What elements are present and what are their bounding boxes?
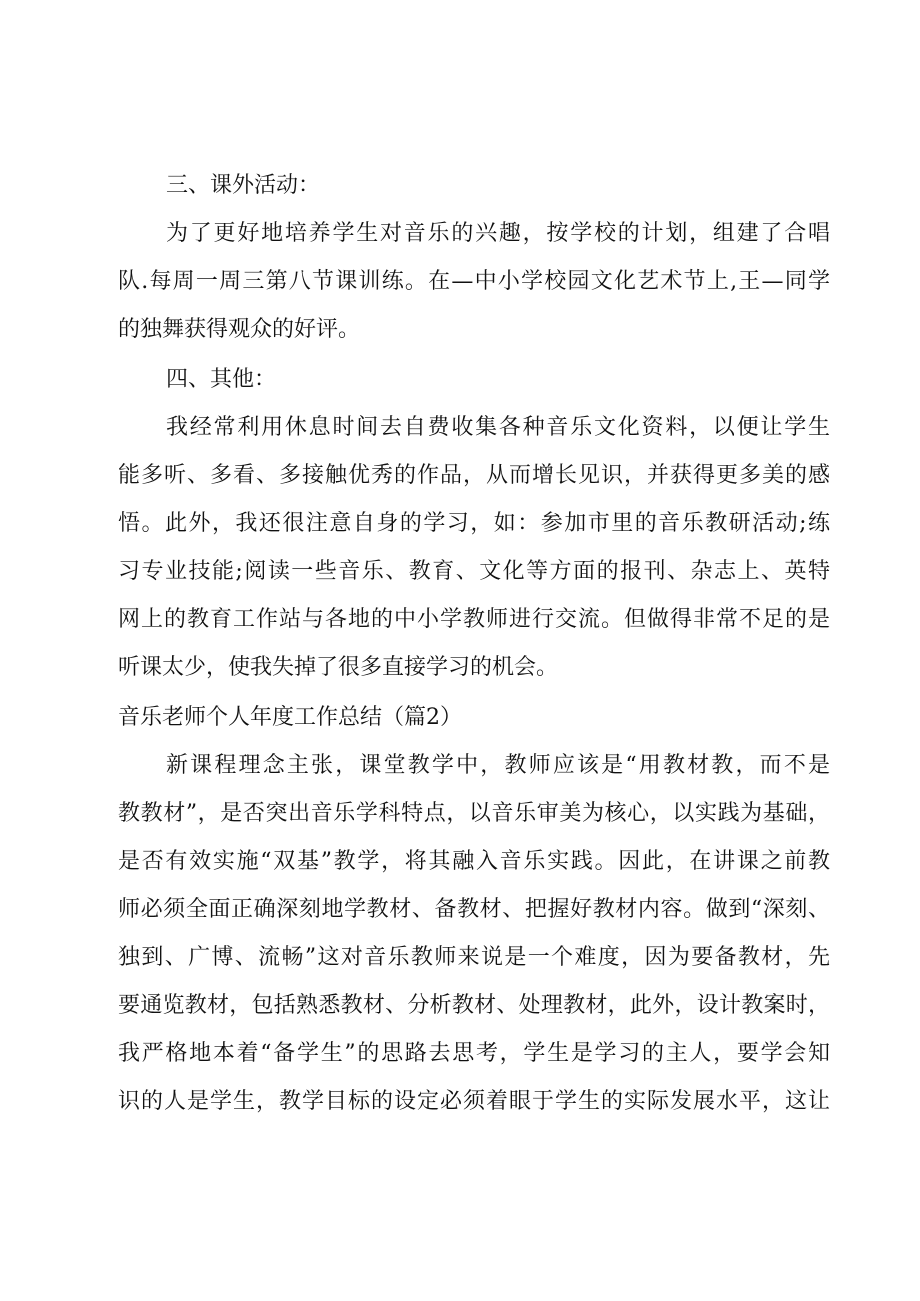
paragraph-line: 能多听、多看、多接触优秀的作品，从而增长见识，并获得更多美的感	[118, 463, 830, 488]
paragraph-line: 是否有效实施“双基”教学，将其融入音乐实践。因此，在讲课之前教	[118, 849, 830, 874]
paragraph-line: 听课太少，使我失掉了很多直接学习的机会。	[118, 655, 559, 680]
paragraph-line: 网上的教育工作站与各地的中小学教师进行交流。但做得非常不足的是	[118, 607, 830, 632]
paragraph-line: 为了更好地培养学生对音乐的兴趣，按学校的计划，组建了合唱	[166, 221, 830, 246]
paragraph-line: 新课程理念主张，课堂教学中，教师应该是“用教材教，而不是	[166, 753, 830, 778]
paragraph-line: 独到、广博、流畅”这对音乐教师来说是一个难度，因为要备教材，先	[118, 945, 830, 970]
paragraph-line: 习专业技能;阅读一些音乐、教育、文化等方面的报刊、杂志上、英特	[118, 559, 830, 584]
paragraph-line: 队.每周一周三第八节课训练。在—中小学校园文化艺术节上,王—同学	[118, 269, 830, 294]
paragraph-line: 的独舞获得观众的好评。	[118, 317, 361, 342]
section4-heading: 四、其他：	[166, 367, 277, 392]
paragraph-line: 悟。此外，我还很注意自身的学习，如：参加市里的音乐教研活动;练	[118, 511, 830, 536]
article-title: 音乐老师个人年度工作总结（篇2）	[118, 705, 462, 730]
section3-heading: 三、课外活动：	[166, 173, 321, 198]
paragraph-line: 我经常利用休息时间去自费收集各种音乐文化资料，以便让学生	[166, 415, 830, 440]
paragraph-line: 教教材”，是否突出音乐学科特点，以音乐审美为核心，以实践为基础，	[118, 801, 830, 826]
paragraph-line: 我严格地本着“备学生”的思路去思考，学生是学习的主人，要学会知	[118, 1041, 830, 1066]
paragraph-line: 识的人是学生，教学目标的设定必须着眼于学生的实际发展水平，这让	[118, 1089, 830, 1114]
paragraph-line: 要通览教材，包括熟悉教材、分析教材、处理教材，此外，设计教案时，	[118, 993, 830, 1018]
paragraph-line: 师必须全面正确深刻地学教材、备教材、把握好教材内容。做到“深刻、	[118, 897, 830, 922]
